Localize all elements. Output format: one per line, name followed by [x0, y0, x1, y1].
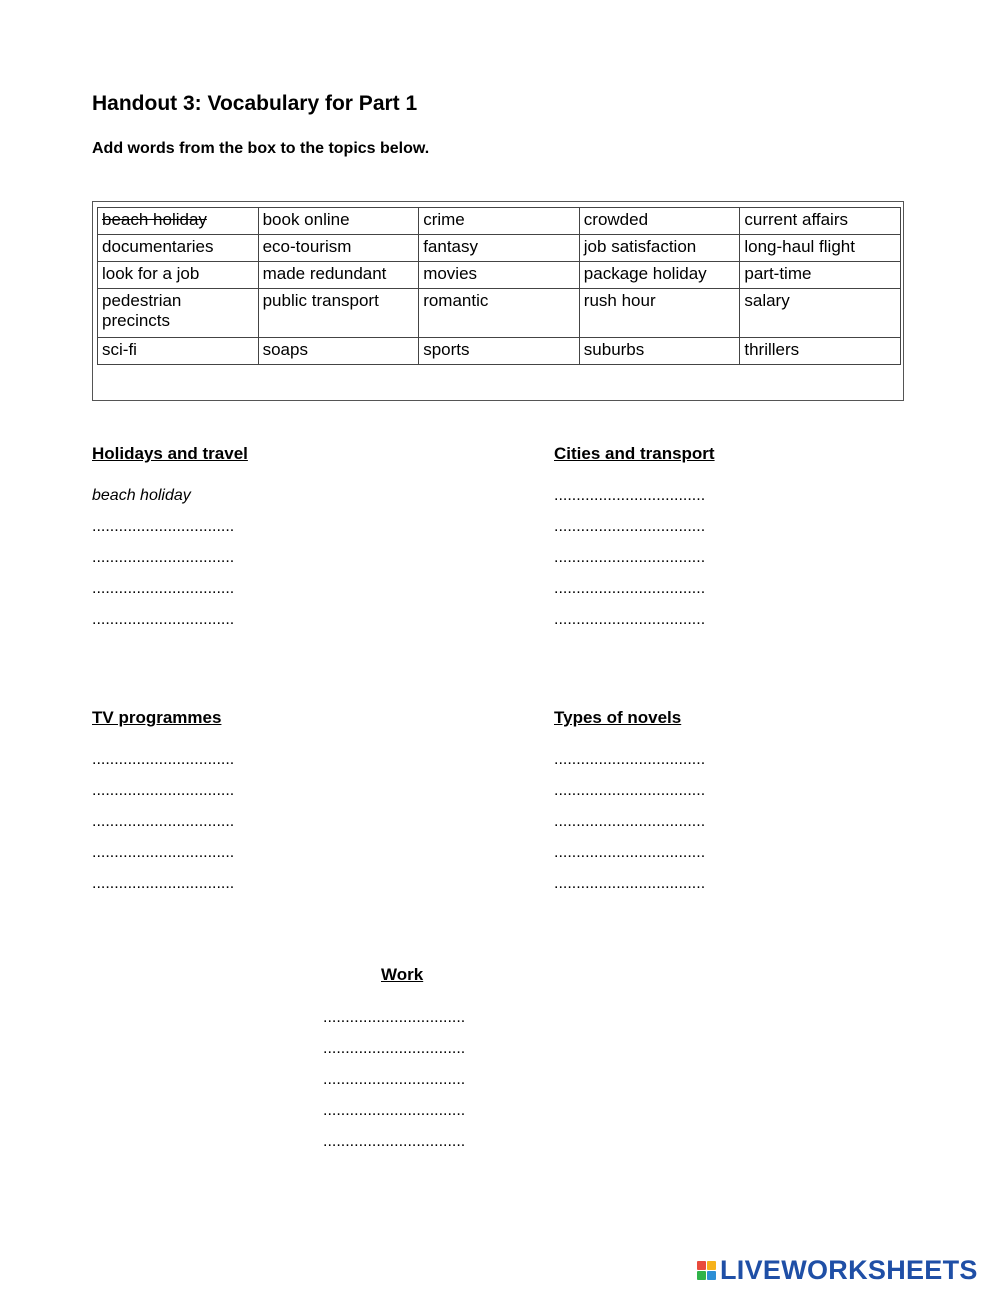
work-heading: Work	[381, 965, 424, 984]
word-cell: eco-tourism	[258, 235, 419, 262]
word-row	[98, 262, 901, 289]
work-answer-line[interactable]: ................................	[323, 1009, 466, 1026]
novels-answer-line[interactable]: ..................................	[554, 751, 706, 768]
tv-answer-line[interactable]: ................................	[92, 844, 235, 861]
word-cell: part-time	[740, 262, 901, 289]
liveworksheets-logo	[697, 1256, 978, 1284]
cities-answer-list	[554, 480, 854, 635]
novels-answer-list	[554, 744, 854, 899]
word-cell: romantic	[419, 289, 580, 338]
word-cell: crime	[419, 208, 580, 235]
holidays-answer-line[interactable]: ................................	[92, 518, 235, 535]
logo-text: LIVEWORKSHEETS	[720, 1254, 978, 1285]
word-cell: salary	[740, 289, 901, 338]
cities-answer-line[interactable]: ..................................	[554, 518, 706, 535]
word-cell: sci-fi	[98, 338, 259, 365]
tv-answer-line[interactable]: ................................	[92, 751, 235, 768]
cities-answer-line[interactable]: ..................................	[554, 487, 706, 504]
novels-heading: Types of novels	[554, 708, 682, 727]
instruction-text: Add words from the box to the topics below.	[92, 140, 430, 157]
tv-answer-line[interactable]: ................................	[92, 875, 235, 892]
word-table	[97, 207, 901, 365]
tv-heading: TV programmes	[92, 708, 222, 727]
tv-answer-line[interactable]: ................................	[92, 782, 235, 799]
word-cell: thrillers	[740, 338, 901, 365]
word-cell: movies	[419, 262, 580, 289]
novels-answer-line[interactable]: ..................................	[554, 875, 706, 892]
cities-answer-line[interactable]: ..................................	[554, 580, 706, 597]
holidays-answer-line[interactable]: ................................	[92, 549, 235, 566]
logo-square-blue	[707, 1271, 716, 1280]
holidays-answer-line[interactable]: ................................	[92, 611, 235, 628]
word-cell: current affairs	[740, 208, 901, 235]
cities-answer-line[interactable]: ..................................	[554, 549, 706, 566]
word-cell: fantasy	[419, 235, 580, 262]
work-answer-line[interactable]: ................................	[323, 1133, 466, 1150]
word-cell: rush hour	[579, 289, 740, 338]
word-cell: documentaries	[98, 235, 259, 262]
novels-answer-line[interactable]: ..................................	[554, 782, 706, 799]
logo-square-yellow	[707, 1261, 716, 1270]
word-cell: job satisfaction	[579, 235, 740, 262]
work-answer-line[interactable]: ................................	[323, 1040, 466, 1057]
word-cell: soaps	[258, 338, 419, 365]
holidays-answer-line[interactable]: ................................	[92, 580, 235, 597]
tv-answer-line[interactable]: ................................	[92, 813, 235, 830]
holidays-answer-list	[92, 480, 392, 635]
page-title: Handout 3: Vocabulary for Part 1	[92, 92, 418, 115]
holidays-heading: Holidays and travel	[92, 444, 248, 463]
holidays-example-answer: beach holiday	[92, 487, 191, 504]
word-row	[98, 289, 901, 338]
work-answer-line[interactable]: ................................	[323, 1071, 466, 1088]
word-cell: long-haul flight	[740, 235, 901, 262]
word-box	[92, 201, 904, 401]
tv-answer-list	[92, 744, 392, 899]
word-cell: package holiday	[579, 262, 740, 289]
word-cell: made redundant	[258, 262, 419, 289]
cities-heading: Cities and transport	[554, 444, 715, 463]
word-cell: public transport	[258, 289, 419, 338]
work-answer-line[interactable]: ................................	[323, 1102, 466, 1119]
word-cell: book online	[258, 208, 419, 235]
word-cell: suburbs	[579, 338, 740, 365]
liveworksheets-logo-icon	[697, 1261, 716, 1280]
word-cell: pedestrian precincts	[98, 289, 259, 338]
word-cell: crowded	[579, 208, 740, 235]
cities-answer-line[interactable]: ..................................	[554, 611, 706, 628]
logo-square-red	[697, 1261, 706, 1270]
work-answer-list	[323, 1002, 623, 1157]
word-row	[98, 208, 901, 235]
word-cell: sports	[419, 338, 580, 365]
word-row	[98, 338, 901, 365]
word-row	[98, 235, 901, 262]
word-cell-crossed: beach holiday	[98, 208, 259, 235]
novels-answer-line[interactable]: ..................................	[554, 813, 706, 830]
word-cell: look for a job	[98, 262, 259, 289]
novels-answer-line[interactable]: ..................................	[554, 844, 706, 861]
logo-square-green	[697, 1271, 706, 1280]
